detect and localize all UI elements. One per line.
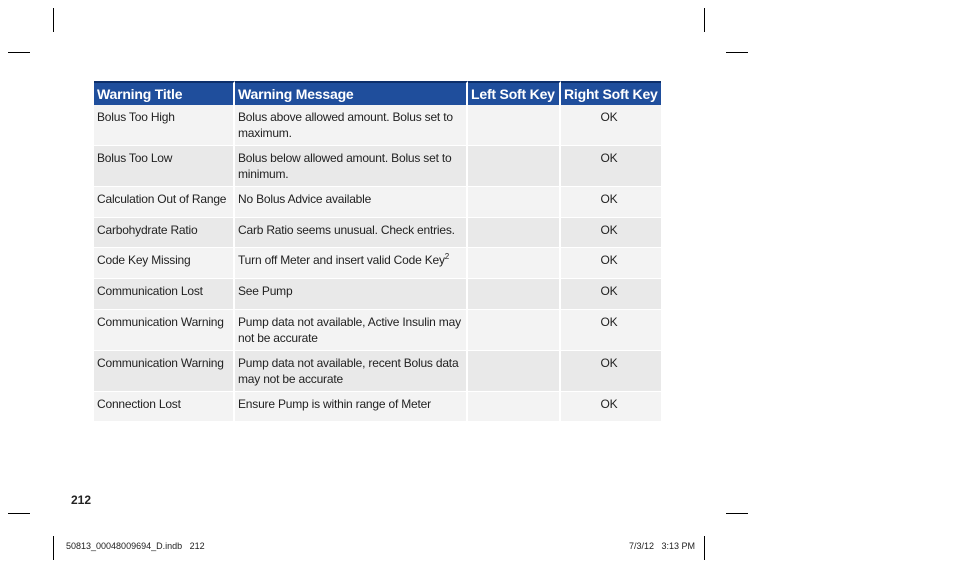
crop-mark (8, 513, 30, 514)
cell-message: Pump data not available, Active Insulin may not be accurate (235, 310, 468, 351)
crop-mark (704, 8, 705, 32)
cell-right-key: OK (561, 279, 661, 310)
warning-table (94, 81, 661, 422)
cell-message: See Pump (235, 279, 468, 310)
cell-title: Code Key Missing (94, 248, 235, 279)
crop-mark (53, 8, 54, 32)
table-header-row (94, 81, 661, 105)
crop-mark (726, 513, 748, 514)
cell-left-key (468, 218, 561, 248)
cell-message: Bolus above allowed amount. Bolus set to maximum. (235, 105, 468, 146)
cell-message: Bolus below allowed amount. Bolus set to minimum. (235, 146, 468, 187)
cell-left-key (468, 105, 561, 146)
header-warning-title: Warning Title (94, 81, 235, 105)
cell-title: Calculation Out of Range (94, 187, 235, 218)
table-row (94, 105, 661, 146)
cell-right-key: OK (561, 218, 661, 248)
crop-mark (704, 536, 705, 560)
cell-message: No Bolus Advice available (235, 187, 468, 218)
cell-message: Ensure Pump is within range of Meter (235, 392, 468, 422)
cell-title: Communication Warning (94, 351, 235, 392)
cell-left-key (468, 187, 561, 218)
print-slug-file: 50813_00048009694_D.indb 212 (66, 541, 205, 551)
table-row (94, 392, 661, 422)
cell-right-key: OK (561, 187, 661, 218)
cell-left-key (468, 351, 561, 392)
crop-mark (8, 52, 30, 53)
page-number: 212 (71, 493, 92, 507)
crop-mark (53, 536, 54, 560)
table-row (94, 187, 661, 218)
cell-title: Connection Lost (94, 392, 235, 422)
cell-title: Bolus Too High (94, 105, 235, 146)
cell-title: Carbohydrate Ratio (94, 218, 235, 248)
table-row (94, 279, 661, 310)
crop-mark (726, 52, 748, 53)
cell-right-key: OK (561, 105, 661, 146)
cell-right-key: OK (561, 310, 661, 351)
table-row (94, 248, 661, 279)
cell-left-key (468, 310, 561, 351)
cell-left-key (468, 248, 561, 279)
cell-message: Carb Ratio seems unusual. Check entries. (235, 218, 468, 248)
header-right-soft-key: Right Soft Key (561, 81, 661, 105)
cell-right-key: OK (561, 146, 661, 187)
cell-left-key (468, 146, 561, 187)
header-left-soft-key: Left Soft Key (468, 81, 561, 105)
cell-title: Bolus Too Low (94, 146, 235, 187)
header-warning-message: Warning Message (235, 81, 468, 105)
table-row (94, 218, 661, 248)
cell-right-key: OK (561, 248, 661, 279)
footnote-marker: 2 (444, 252, 450, 261)
print-slug-date: 7/3/12 3:13 PM (629, 541, 696, 551)
cell-right-key: OK (561, 392, 661, 422)
table-row (94, 146, 661, 187)
cell-title: Communication Warning (94, 310, 235, 351)
cell-message: Pump data not available, recent Bolus data may not be accurate (235, 351, 468, 392)
cell-title: Communication Lost (94, 279, 235, 310)
cell-right-key: OK (561, 351, 661, 392)
table-row (94, 351, 661, 392)
message-text: Turn off Meter and insert valid Code Key (238, 253, 445, 267)
cell-left-key (468, 279, 561, 310)
table-row (94, 310, 661, 351)
cell-left-key (468, 392, 561, 422)
cell-message (235, 248, 468, 279)
